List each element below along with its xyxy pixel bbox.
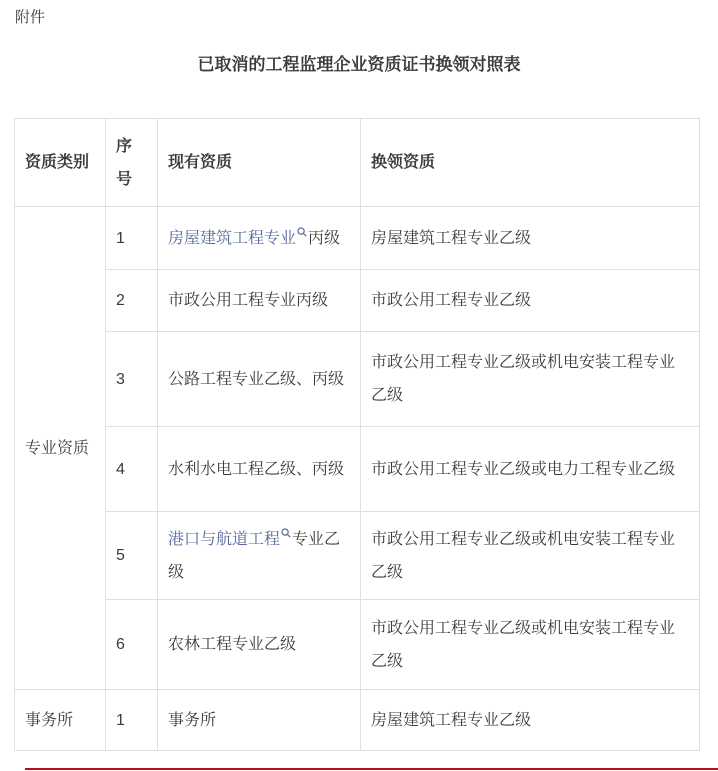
current-qualification-cell: 公路工程专业乙级、丙级 (158, 332, 361, 427)
table-header-row (15, 119, 700, 207)
table-row (15, 600, 700, 690)
replacement-qualification-cell: 市政公用工程专业乙级或机电安装工程专业乙级 (361, 332, 700, 427)
index-cell: 6 (106, 600, 158, 690)
header-category: 资质类别 (15, 119, 106, 207)
qualification-term-link[interactable]: 房屋建筑工程专业 (168, 229, 297, 247)
current-qualification-cell: 市政公用工程专业丙级 (158, 270, 361, 332)
table-row (15, 270, 700, 332)
current-qualification-cell: 水利水电工程乙级、丙级 (158, 427, 361, 512)
table-row (15, 427, 700, 512)
table-row (15, 512, 700, 600)
page-bottom-divider (25, 768, 718, 770)
current-qualification-rest: 专业乙级 (168, 530, 341, 581)
replacement-qualification-cell: 房屋建筑工程专业乙级 (361, 690, 700, 751)
category-cell-office: 事务所 (15, 690, 106, 751)
category-cell-professional: 专业资质 (15, 207, 106, 690)
index-cell: 4 (106, 427, 158, 512)
table-row (15, 207, 700, 270)
search-magnifier-icon[interactable] (281, 528, 291, 538)
qualification-term-link[interactable]: 港口与航道工程 (168, 530, 281, 548)
current-qualification-cell (158, 512, 361, 600)
replacement-qualification-cell: 市政公用工程专业乙级或电力工程专业乙级 (361, 427, 700, 512)
current-qualification-cell: 事务所 (158, 690, 361, 751)
page-title: 已取消的工程监理企业资质证书换领对照表 (197, 55, 521, 74)
replacement-qualification-cell: 市政公用工程专业乙级或机电安装工程专业乙级 (361, 512, 700, 600)
index-cell: 2 (106, 270, 158, 332)
current-qualification-cell (158, 207, 361, 270)
search-magnifier-icon[interactable] (297, 227, 307, 237)
index-cell: 1 (106, 690, 158, 751)
replacement-qualification-cell: 市政公用工程专业乙级 (361, 270, 700, 332)
qualification-mapping-table (14, 118, 700, 751)
table-row (15, 690, 700, 751)
index-cell: 3 (106, 332, 158, 427)
index-cell: 5 (106, 512, 158, 600)
header-replacement-qualification: 换领资质 (361, 119, 700, 207)
index-cell: 1 (106, 207, 158, 270)
table-row (15, 332, 700, 427)
replacement-qualification-cell: 房屋建筑工程专业乙级 (361, 207, 700, 270)
header-index: 序号 (106, 119, 158, 207)
current-qualification-rest: 丙级 (308, 229, 341, 247)
attachment-label: 附件 (15, 9, 46, 26)
header-current-qualification: 现有资质 (158, 119, 361, 207)
replacement-qualification-cell: 市政公用工程专业乙级或机电安装工程专业乙级 (361, 600, 700, 690)
current-qualification-cell: 农林工程专业乙级 (158, 600, 361, 690)
